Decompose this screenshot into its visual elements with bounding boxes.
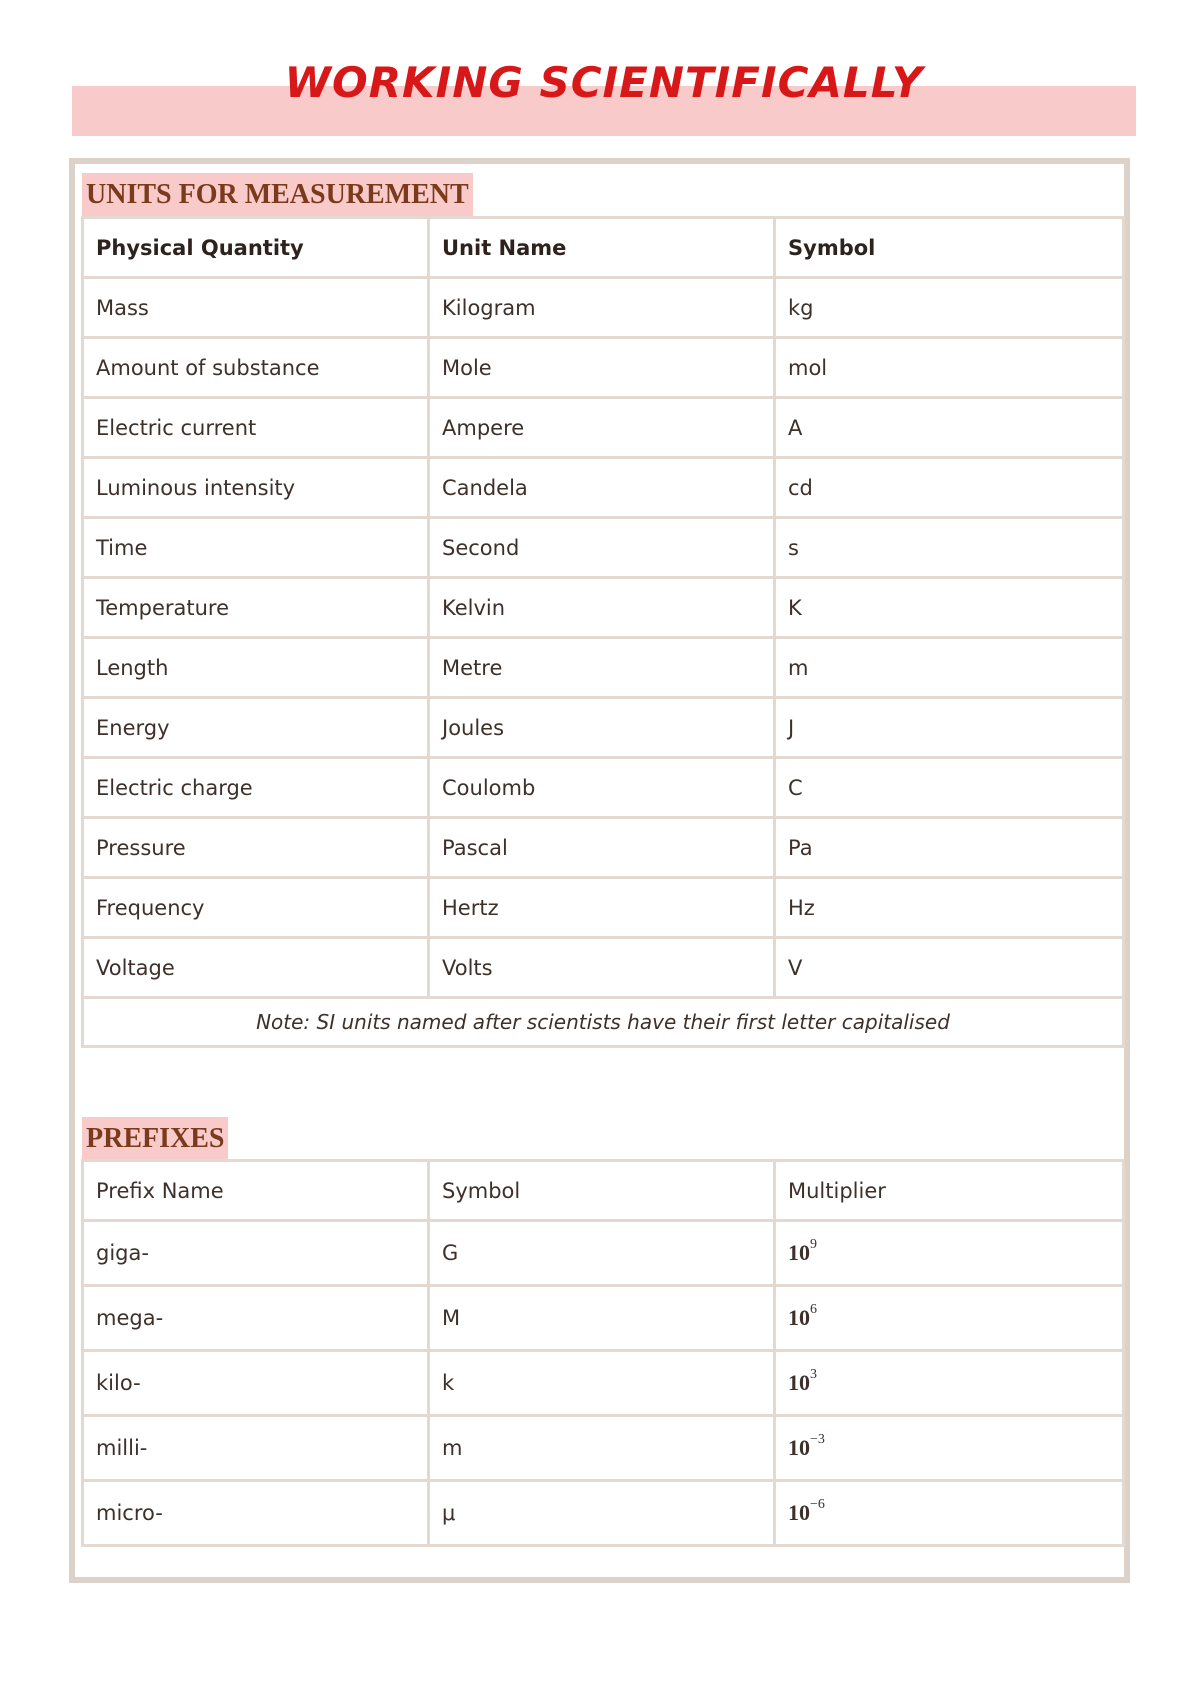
- multiplier-base: 10: [788, 1500, 810, 1525]
- prefix-name-cell: mega-: [83, 1286, 429, 1351]
- prefix-name-cell: kilo-: [83, 1351, 429, 1416]
- multiplier-exponent: 6: [810, 1301, 817, 1317]
- quantity-cell: Voltage: [83, 938, 429, 998]
- unit-symbol-cell: s: [775, 518, 1124, 578]
- multiplier-base: 10: [788, 1370, 810, 1395]
- unit-name-cell: Hertz: [429, 878, 775, 938]
- column-header: Symbol: [775, 218, 1124, 278]
- multiplier-base: 10: [788, 1435, 810, 1460]
- table-row: [83, 1286, 1124, 1351]
- multiplier-exponent: 3: [810, 1366, 817, 1382]
- table-row: [83, 1351, 1124, 1416]
- quantity-cell: Energy: [83, 698, 429, 758]
- unit-name-cell: Kelvin: [429, 578, 775, 638]
- quantity-cell: Mass: [83, 278, 429, 338]
- prefixes-header-row: [83, 1161, 1124, 1221]
- table-row: [83, 638, 1124, 698]
- units-header-row: [83, 218, 1124, 278]
- unit-name-cell: Mole: [429, 338, 775, 398]
- prefix-symbol-cell: G: [429, 1221, 775, 1286]
- unit-symbol-cell: kg: [775, 278, 1124, 338]
- table-row: [83, 1481, 1124, 1546]
- units-note: Note: SI units named after scientists have their first letter capitalised: [83, 998, 1124, 1047]
- column-header: Unit Name: [429, 218, 775, 278]
- table-row: [83, 1221, 1124, 1286]
- column-header: Multiplier: [775, 1161, 1124, 1221]
- table-row: [83, 938, 1124, 998]
- multiplier-cell: [775, 1221, 1124, 1286]
- quantity-cell: Time: [83, 518, 429, 578]
- unit-symbol-cell: mol: [775, 338, 1124, 398]
- page-title: WORKING SCIENTIFICALLY: [284, 58, 924, 107]
- prefix-symbol-cell: k: [429, 1351, 775, 1416]
- unit-symbol-cell: V: [775, 938, 1124, 998]
- prefix-name-cell: giga-: [83, 1221, 429, 1286]
- unit-name-cell: Coulomb: [429, 758, 775, 818]
- multiplier-exponent: −6: [810, 1496, 825, 1512]
- table-row: [83, 518, 1124, 578]
- column-header: Physical Quantity: [83, 218, 429, 278]
- unit-symbol-cell: A: [775, 398, 1124, 458]
- unit-name-cell: Metre: [429, 638, 775, 698]
- table-row: [83, 398, 1124, 458]
- table-row: [83, 458, 1124, 518]
- multiplier-cell: [775, 1351, 1124, 1416]
- units-heading: UNITS FOR MEASUREMENT: [82, 173, 473, 217]
- multiplier-cell: [775, 1416, 1124, 1481]
- quantity-cell: Pressure: [83, 818, 429, 878]
- unit-symbol-cell: cd: [775, 458, 1124, 518]
- column-header: Symbol: [429, 1161, 775, 1221]
- unit-symbol-cell: J: [775, 698, 1124, 758]
- prefix-name-cell: milli-: [83, 1416, 429, 1481]
- table-row: [83, 698, 1124, 758]
- unit-name-cell: Joules: [429, 698, 775, 758]
- multiplier-exponent: 9: [810, 1236, 817, 1252]
- quantity-cell: Length: [83, 638, 429, 698]
- multiplier-base: 10: [788, 1240, 810, 1265]
- unit-symbol-cell: m: [775, 638, 1124, 698]
- unit-symbol-cell: C: [775, 758, 1124, 818]
- prefix-symbol-cell: M: [429, 1286, 775, 1351]
- table-row: [83, 878, 1124, 938]
- table-row: [83, 578, 1124, 638]
- unit-name-cell: Ampere: [429, 398, 775, 458]
- unit-symbol-cell: Pa: [775, 818, 1124, 878]
- quantity-cell: Frequency: [83, 878, 429, 938]
- prefix-name-cell: micro-: [83, 1481, 429, 1546]
- multiplier-cell: [775, 1286, 1124, 1351]
- quantity-cell: Luminous intensity: [83, 458, 429, 518]
- unit-name-cell: Candela: [429, 458, 775, 518]
- quantity-cell: Temperature: [83, 578, 429, 638]
- table-row: [83, 818, 1124, 878]
- unit-symbol-cell: Hz: [775, 878, 1124, 938]
- quantity-cell: Amount of substance: [83, 338, 429, 398]
- unit-name-cell: Volts: [429, 938, 775, 998]
- unit-symbol-cell: K: [775, 578, 1124, 638]
- quantity-cell: Electric current: [83, 398, 429, 458]
- unit-name-cell: Kilogram: [429, 278, 775, 338]
- unit-name-cell: Pascal: [429, 818, 775, 878]
- table-row: [83, 1416, 1124, 1481]
- table-row: [83, 278, 1124, 338]
- units-table: [81, 216, 1125, 1048]
- note-row: [83, 998, 1124, 1047]
- prefixes-heading: PREFIXES: [82, 1117, 228, 1161]
- quantity-cell: Electric charge: [83, 758, 429, 818]
- multiplier-cell: [775, 1481, 1124, 1546]
- table-row: [83, 338, 1124, 398]
- prefix-symbol-cell: m: [429, 1416, 775, 1481]
- unit-name-cell: Second: [429, 518, 775, 578]
- multiplier-base: 10: [788, 1305, 810, 1330]
- prefixes-table: [81, 1159, 1125, 1547]
- table-row: [83, 758, 1124, 818]
- column-header: Prefix Name: [83, 1161, 429, 1221]
- prefix-symbol-cell: μ: [429, 1481, 775, 1546]
- multiplier-exponent: −3: [810, 1431, 825, 1447]
